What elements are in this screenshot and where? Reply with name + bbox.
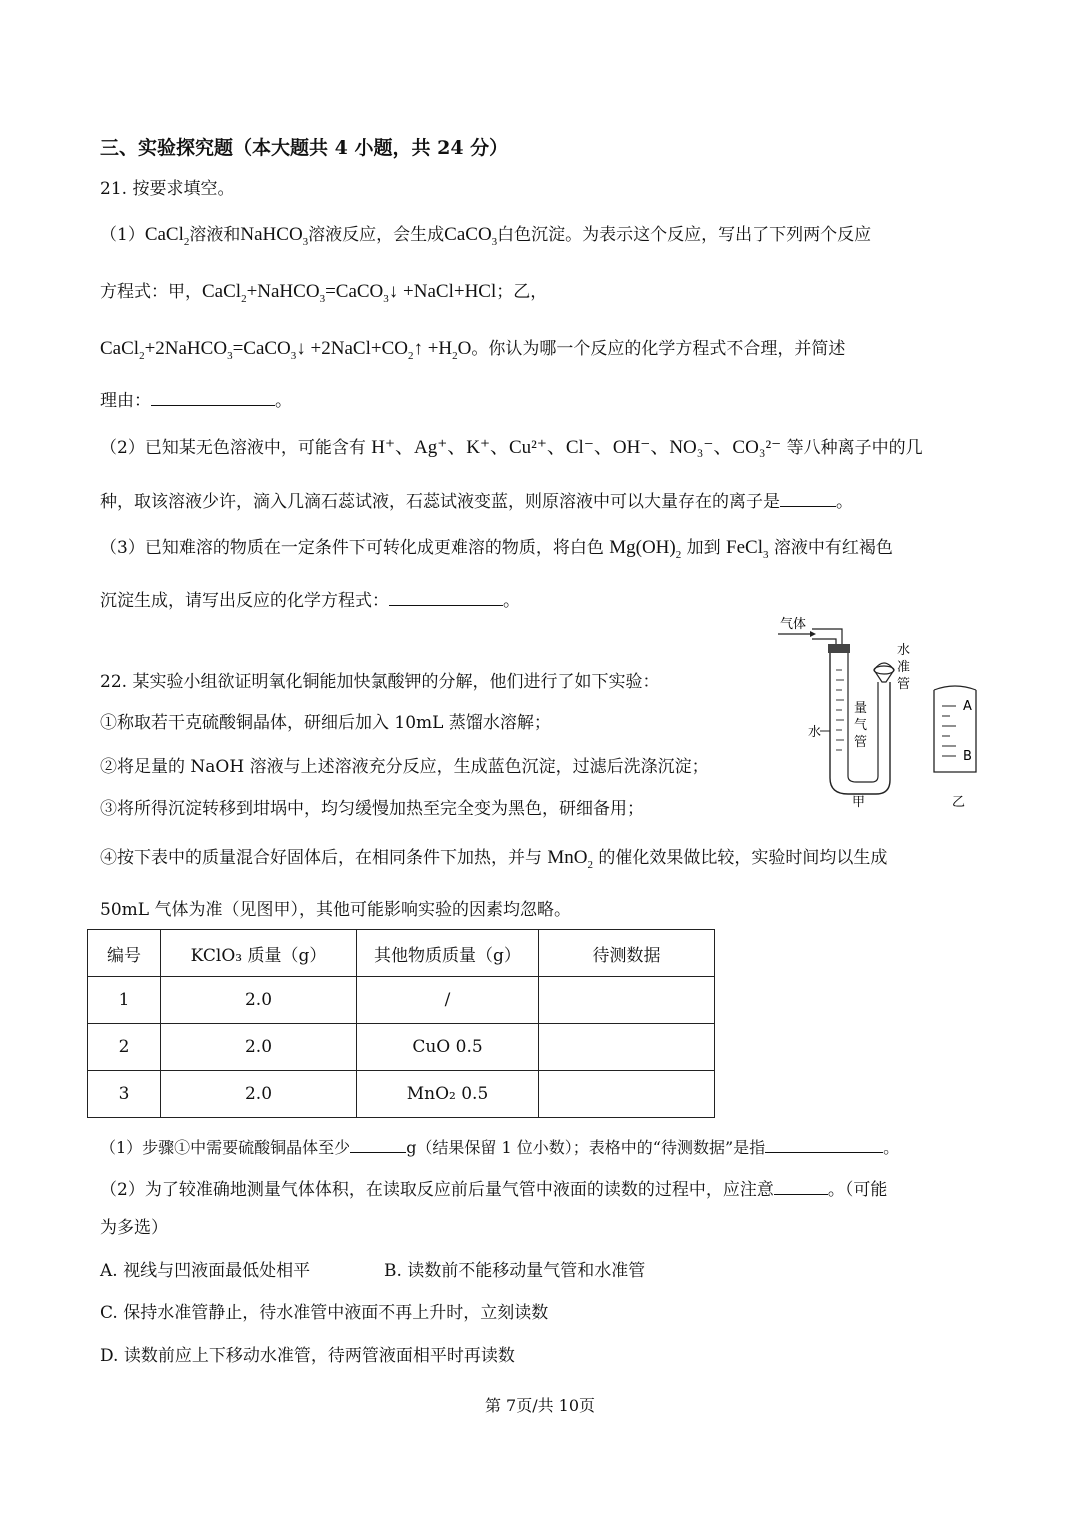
- apparatus-figure: [770, 612, 1010, 812]
- q21-p1-line1: （1）CaCl$_2$溶液和NaHCO$_3$溶液反应，会生成CaCO$_3$白色沉淀。为表示这个反应，写出了下列两个反应: [100, 224, 872, 248]
- svg-text:管: 管: [854, 735, 868, 750]
- answer-blank[interactable]: [350, 1134, 406, 1153]
- q21-p2-line1: （2）已知某无色溶液中，可能含有 H⁺、Ag⁺、K⁺、Cu²⁺、Cl⁻、OH⁻、NO₃⁻、CO₃²⁻ 等八种离子中的几: [100, 437, 923, 458]
- q21-p3-line2: 沉淀生成，请写出反应的化学方程式： 。: [100, 587, 520, 613]
- table-cell: 1: [88, 977, 161, 1024]
- q22-step1: ①称取若干克硫酸铜晶体，研细后加入 10mL 蒸馏水溶解；: [100, 713, 551, 733]
- gas-inlet-tube: [812, 629, 842, 644]
- svg-text:B: B: [963, 749, 972, 764]
- q22-sub1: （1）步骤①中需要硫酸铜晶体至少 g（结果保留 1 位小数）；表格中的“待测数据”是指 。: [100, 1134, 899, 1160]
- section-heading: 三、实验探究题（本大题共 4 小题，共 24 分）: [100, 137, 509, 159]
- table-row: [88, 1071, 715, 1118]
- table-header: KClO₃ 质量（g）: [161, 930, 357, 977]
- q21-p1-line2: 方程式：甲，CaCl$_2$+NaHCO$_3$=CaCO$_3$↓ +NaCl+HCl；乙，: [100, 281, 548, 305]
- q21-p2-line2: 种，取该溶液少许，滴入几滴石蕊试液，石蕊试液变蓝，则原溶液中可以大量存在的离子是 。: [100, 488, 853, 514]
- option-a: A. 视线与凹液面最低处相平: [100, 1261, 311, 1281]
- svg-text:甲: 甲: [852, 795, 866, 810]
- table-cell-blank[interactable]: [539, 1071, 715, 1118]
- table-cell: 3: [88, 1071, 161, 1118]
- q22-step3: ③将所得沉淀转移到坩埚中，均匀缓慢加热至完全变为黑色，研细备用；: [100, 799, 644, 819]
- table-cell: 2.0: [161, 977, 357, 1024]
- table-cell: 2.0: [161, 1071, 357, 1118]
- table-header: 待测数据: [539, 930, 715, 977]
- q21-p3-line1: （3）已知难溶的物质在一定条件下可转化成更难溶的物质，将白色 $Mg(OH)_2$ 加到 FeCl$_3$ 溶液中有红褐色: [100, 537, 893, 561]
- table-cell: 2: [88, 1024, 161, 1071]
- option-c: C. 保持水准管静止，待水准管中液面不再上升时，立刻读数: [100, 1303, 549, 1323]
- data-table: [87, 929, 715, 1118]
- table-header: 其他物质质量（g）: [357, 930, 539, 977]
- q22-sub2: （2）为了较准确地测量气体体积，在读取反应前后量气管中液面的读数的过程中，应注意 。（可能: [100, 1176, 887, 1202]
- table-row: [88, 977, 715, 1024]
- answer-blank[interactable]: [780, 488, 836, 507]
- q21-p1-line3: CaCl$_2$+2NaHCO$_3$=CaCO$_3$↓ $+2NaCl+CO_2↑ +H_2O$。你认为哪一个反应的化学方程式不合理，并简述: [100, 338, 846, 362]
- option-d: D. 读数前应上下移动水准管，待两管液面相平时再读数: [100, 1346, 515, 1366]
- table-cell: CuO 0.5: [357, 1024, 539, 1071]
- table-header: 编号: [88, 930, 161, 977]
- svg-text:乙: 乙: [952, 795, 966, 810]
- page-footer: 第 7页/共 10页: [484, 1396, 596, 1415]
- svg-text:水: 水: [808, 725, 822, 740]
- q22-step4: ④按下表中的质量混合好固体后，在相同条件下加热，并与 MnO$_2$ 的催化效果做比较，实验时间均以生成: [100, 847, 888, 871]
- stopper: [828, 644, 850, 653]
- svg-text:水: 水: [897, 643, 911, 658]
- svg-text:量: 量: [854, 701, 868, 716]
- q21-p1-line4: 理由： 。: [100, 387, 292, 413]
- svg-text:管: 管: [897, 677, 911, 692]
- table-cell-blank[interactable]: [539, 977, 715, 1024]
- gas-label: 气体: [780, 617, 807, 632]
- answer-blank[interactable]: [389, 587, 503, 606]
- table-cell: /: [357, 977, 539, 1024]
- table-cell: MnO₂ 0.5: [357, 1071, 539, 1118]
- svg-text:准: 准: [897, 660, 911, 675]
- q21-stem: 21. 按要求填空。: [100, 179, 235, 199]
- table-header-row: [88, 930, 715, 977]
- answer-blank[interactable]: [774, 1176, 828, 1195]
- svg-text:A: A: [963, 699, 972, 714]
- table-cell-blank[interactable]: [539, 1024, 715, 1071]
- option-b: B. 读数前不能移动量气管和水准管: [384, 1261, 646, 1281]
- q22-step4-cont: 50mL 气体为准（见图甲），其他可能影响实验的因素均忽略。: [100, 900, 571, 920]
- svg-text:气: 气: [854, 718, 868, 733]
- answer-blank[interactable]: [151, 387, 275, 406]
- ion-list: H⁺、Ag⁺、K⁺、Cu²⁺、Cl⁻、OH⁻、NO₃⁻、CO₃²⁻: [371, 437, 782, 458]
- q22-step2: ②将足量的 NaOH 溶液与上述溶液充分反应，生成蓝色沉淀，过滤后洗涤沉淀；: [100, 757, 709, 777]
- table-cell: 2.0: [161, 1024, 357, 1071]
- equation-yi: CaCl$_2$+2NaHCO$_3$=CaCO$_3$↓ $+2NaCl+CO_2↑ +H_2O$: [100, 338, 472, 362]
- q22-sub2-cont: 为多选）: [100, 1218, 168, 1238]
- answer-blank[interactable]: [765, 1134, 883, 1153]
- q22-stem: 22. 某实验小组欲证明氧化铜能加快氯酸钾的分解，他们进行了如下实验：: [100, 672, 660, 692]
- table-row: [88, 1024, 715, 1071]
- equation-jia: CaCl$_2$+NaHCO$_3$=CaCO$_3$↓ +NaCl+HCl: [202, 281, 497, 305]
